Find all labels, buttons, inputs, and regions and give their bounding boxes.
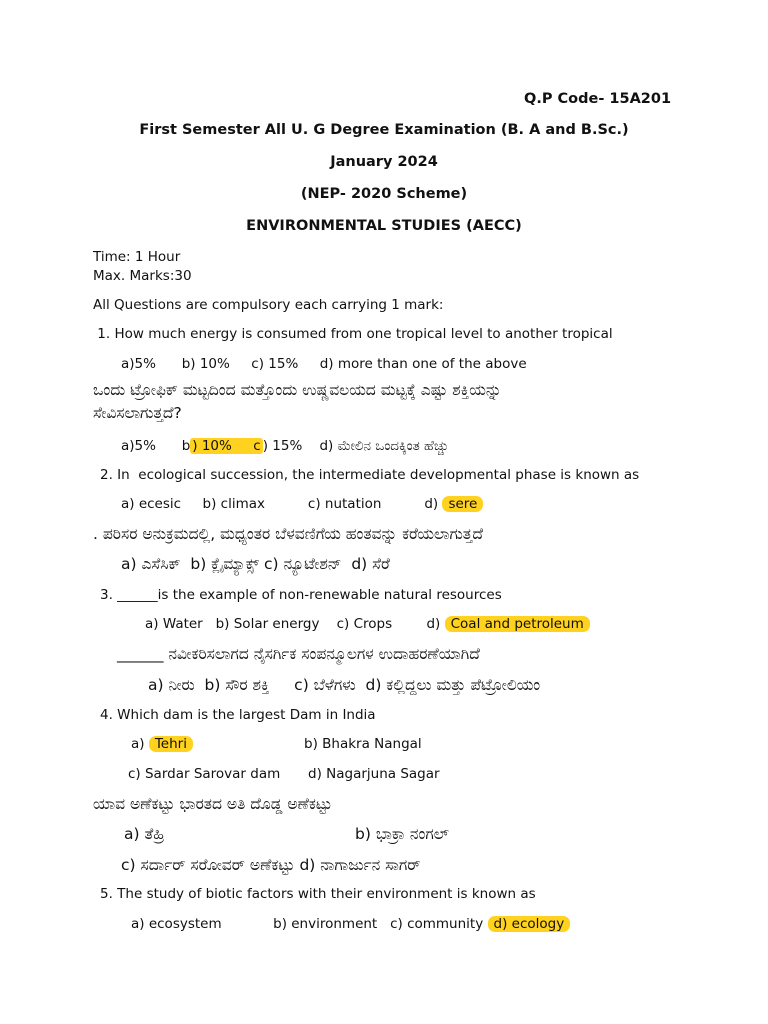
q2-kannada: . ಪರಿಸರ ಅನುಕ್ರಮದಲ್ಲಿ, ಮಧ್ಯಂತರ ಬೆಳವಣಿಗೆಯ ಹಂತವನ್ನು ಕರೆಯಲಾಗುತ್ತದೆ xyxy=(93,525,483,543)
q5-answer-highlight: d) ecology xyxy=(488,916,571,932)
qp-code: Q.P Code- 15A201 xyxy=(524,91,672,107)
q4-kannada-options-cd: c) ಸರ್ದಾರ್ ಸರೋವರ್ ಅಣೆಕಟ್ಟು d) ನಾಗಾರ್ಜುನ ಸಾಗರ್ xyxy=(121,856,421,874)
q2-english: 2. In ecological succession, the intermediate developmental phase is known as xyxy=(100,467,640,483)
q2-answer-highlight: sere xyxy=(442,496,483,512)
exam-scheme: (NEP- 2020 Scheme) xyxy=(300,186,468,202)
q1-english-options: a)5% b) 10% c) 15% d) more than one of the above xyxy=(121,356,527,372)
q4-option-b: b) Bhakra Nangal xyxy=(304,736,422,752)
q4-kannada-option-a: a) ತೆಹ್ರಿ xyxy=(124,825,165,843)
q4-kannada: ಯಾವ ಅಣೆಕಟ್ಟು ಭಾರತದ ಅತಿ ದೊಡ್ಡ ಅಣೆಕಟ್ಟು xyxy=(93,795,333,813)
q1-kannada-line2: ಸೇವಿಸಲಾಗುತ್ತದೆ? xyxy=(93,404,182,422)
time-label: Time: 1 Hour xyxy=(93,249,181,265)
q4-opt-a-prefix: a) xyxy=(131,736,149,752)
q2-kannada-options: a) ಎಸೆಸಿಕ್ b) ಕ್ಲೈಮ್ಯಾಕ್ಸ್ c) ನ್ಯೂಟೇಶನ್ d) ಸೆರೆ xyxy=(121,555,390,573)
q4-option-d: d) Nagarjuna Sagar xyxy=(308,766,440,782)
q1-kn-opt-a: a)5% b xyxy=(121,438,191,454)
q5-english: 5. The study of biotic factors with their environment is known as xyxy=(100,886,536,902)
q2-opts-text: a) ecesic b) climax c) nutation d) xyxy=(121,496,443,512)
q3-kannada-options: a) ನೀರು b) ಸೌರ ಶಕ್ತಿ c) ಬೆಳೆಗಳು d) ಕಲ್ಲಿದ್ದಲು ಮತ್ತು ಪೆಟ್ರೋಲಿಯಂ xyxy=(148,676,541,694)
q3-opts-text: a) Water b) Solar energy c) Crops d) xyxy=(145,616,445,632)
q3-english-options xyxy=(145,615,590,633)
q1-kannada-line1: ಒಂದು ಟ್ರೋಫಿಕ್ ಮಟ್ಟದಿಂದ ಮತ್ತೊಂದು ಉಷ್ಣವಲಯದ ಮಟ್ಟಕ್ಕೆ ಎಷ್ಟು ಶಕ್ತಿಯನ್ನು xyxy=(93,381,502,399)
max-marks-label: Max. Marks:30 xyxy=(93,268,192,284)
q4-option-c: c) Sardar Sarovar dam xyxy=(128,766,281,782)
q1-kn-opt-rest: ) 15% d) ಮೇಲಿನ ಒಂದಕ್ಕಿಂತ ಹೆಚ್ಚು xyxy=(262,438,449,454)
instructions: All Questions are compulsory each carrying 1 mark: xyxy=(93,297,444,313)
q5-english-options xyxy=(131,915,570,933)
q1-answer-highlight: ) 10% c xyxy=(192,438,261,454)
q5-opts-text: a) ecosystem b) environment c) community xyxy=(131,916,484,932)
exam-title: First Semester All U. G Degree Examination (B. A and B.Sc.) xyxy=(139,122,629,138)
q3-kannada: ______ ನವೀಕರಿಸಲಾಗದ ನೈಸರ್ಗಿಕ ಸಂಪನ್ಮೂಲಗಳ ಉದಾಹರಣೆಯಾಗಿದೆ xyxy=(117,645,480,663)
q4-english: 4. Which dam is the largest Dam in India xyxy=(100,707,376,723)
q4-option-a xyxy=(131,735,193,753)
q4-kannada-option-b: b) ಭಾಕ್ರಾ ನಂಗಲ್ xyxy=(355,825,449,843)
subject-title: ENVIRONMENTAL STUDIES (AECC) xyxy=(246,218,522,234)
q3-answer-highlight: Coal and petroleum xyxy=(445,616,590,632)
q1-kannada-options xyxy=(121,437,449,455)
q4-answer-highlight: Tehri xyxy=(149,736,193,752)
q3-english: 3. ______is the example of non-renewable natural resources xyxy=(100,587,502,603)
exam-date: January 2024 xyxy=(330,154,438,170)
q2-english-options xyxy=(121,495,483,513)
q1-english: 1. How much energy is consumed from one tropical level to another tropical xyxy=(93,326,613,342)
